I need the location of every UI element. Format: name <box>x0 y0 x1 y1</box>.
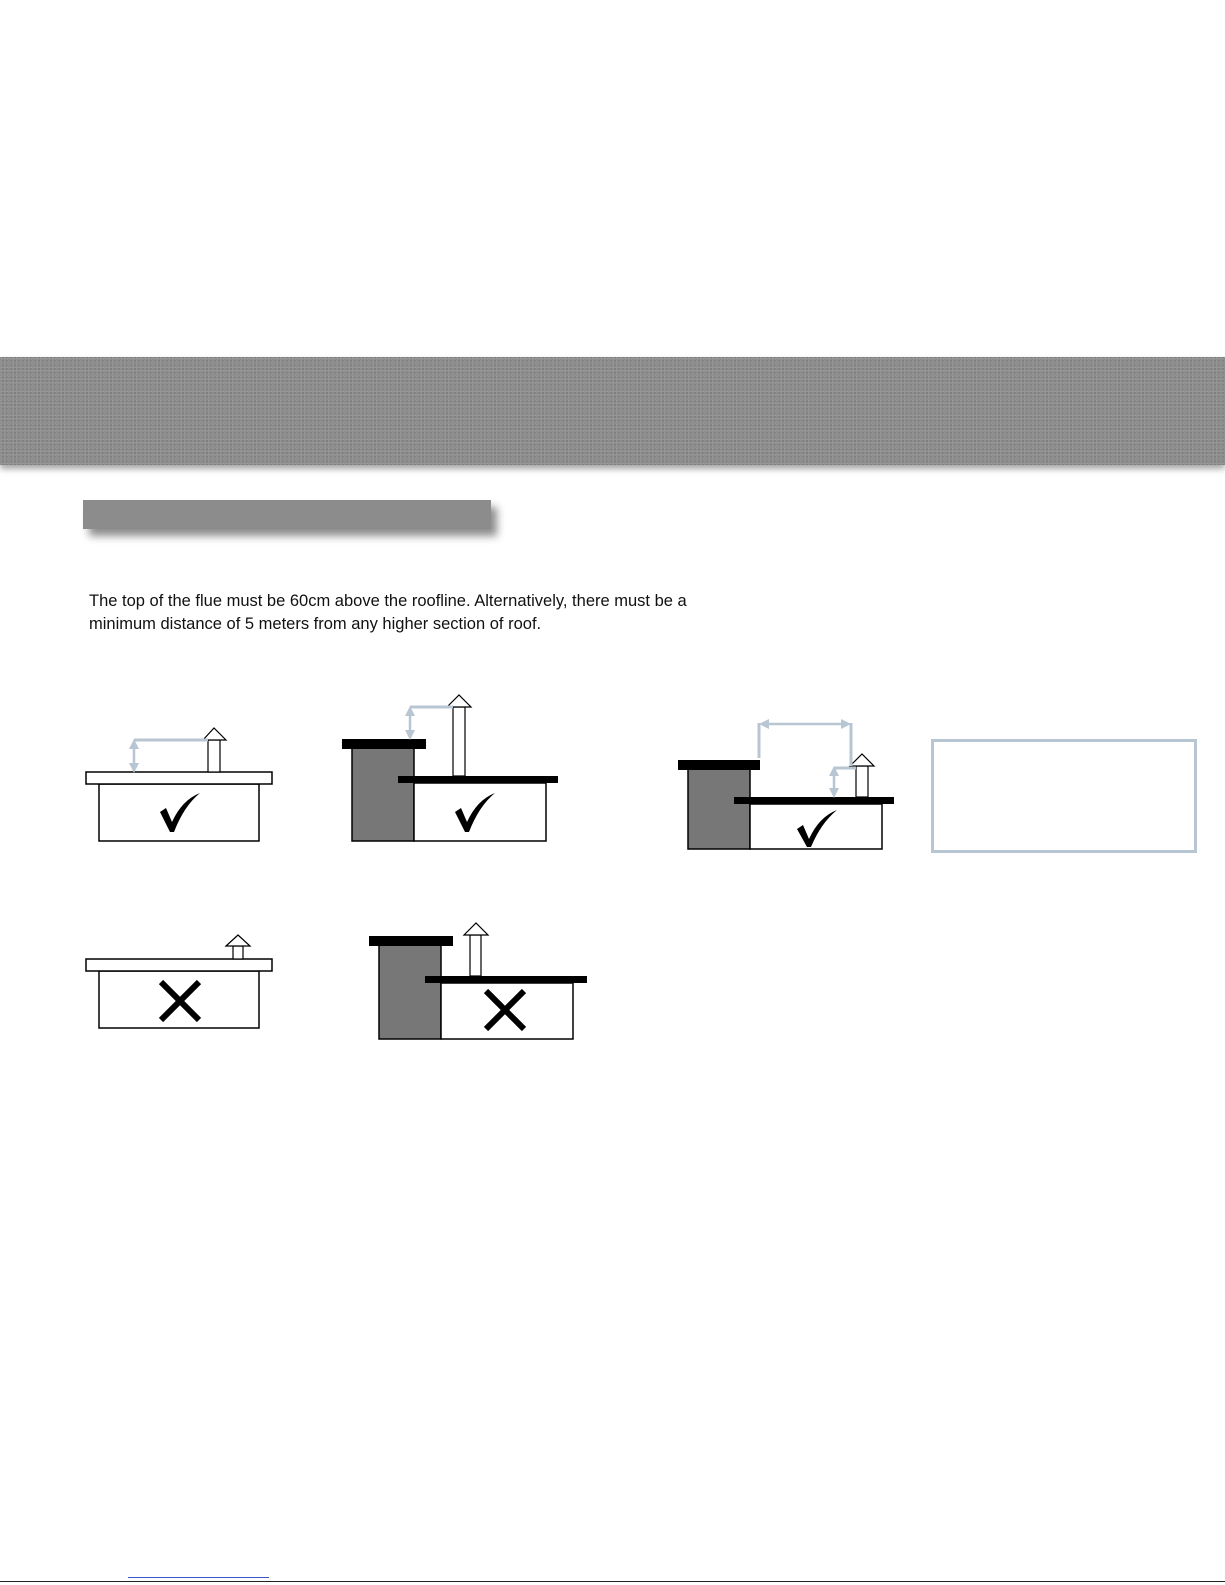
flue-arrow-icon <box>226 935 250 959</box>
dimension-arrow-icon <box>759 723 856 793</box>
footer-rule <box>0 1581 1225 1582</box>
dimension-arrow-icon <box>410 707 453 735</box>
flat-roof <box>86 959 272 971</box>
diagram-flat-roof-flue-high <box>86 728 272 841</box>
lower-roof <box>425 976 587 983</box>
diagram-stepped-roof-flue-near-below <box>369 923 587 1039</box>
house-body <box>441 983 573 1039</box>
check-mark-icon <box>455 793 495 832</box>
header-banner <box>0 357 1225 465</box>
section-title-bar <box>83 500 491 529</box>
flue-arrow-icon <box>203 728 226 772</box>
lower-roof <box>734 797 894 804</box>
cross-mark-icon <box>486 991 524 1029</box>
diagram-stepped-roof-flue-distant <box>678 723 894 849</box>
house-body <box>99 971 259 1028</box>
dimension-arrow-icon <box>134 740 208 768</box>
check-mark-icon <box>797 810 837 847</box>
check-mark-icon <box>160 793 200 832</box>
higher-building <box>352 748 414 841</box>
higher-building <box>688 769 750 849</box>
intro-line-1: The top of the flue must be 60cm above the roofline. Alternatively, there must be a <box>89 592 687 610</box>
diagram-stepped-roof-flue-above-higher-roof <box>342 695 558 841</box>
higher-roof <box>369 936 453 946</box>
higher-roof <box>342 739 426 749</box>
footer-link-underline[interactable] <box>128 1577 269 1578</box>
house-body <box>414 783 546 841</box>
diagram-flat-roof-flue-low <box>86 935 272 1028</box>
cross-mark-icon <box>161 982 199 1020</box>
note-box <box>931 739 1197 853</box>
higher-roof <box>678 760 760 770</box>
house-body <box>750 804 882 849</box>
higher-building <box>379 945 441 1039</box>
flue-arrow-icon <box>447 695 471 776</box>
house-body <box>99 784 259 841</box>
intro-line-2: minimum distance of 5 meters from any higher section of roof. <box>89 614 542 633</box>
flat-roof <box>86 772 272 784</box>
flue-arrow-icon <box>464 923 488 976</box>
flue-arrow-icon <box>850 754 874 797</box>
lower-roof <box>398 776 558 783</box>
intro-text <box>89 590 789 635</box>
